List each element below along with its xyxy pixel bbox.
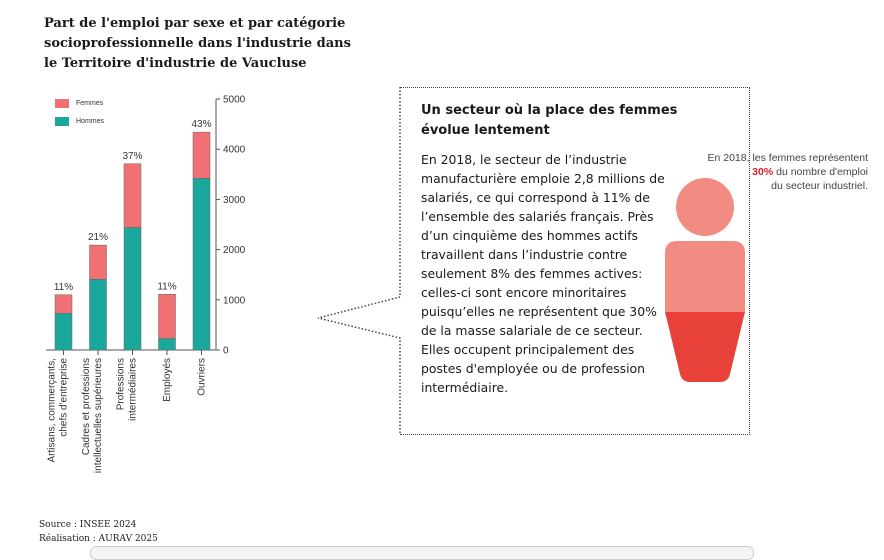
source: [39, 518, 158, 546]
data-label: 11%: [53, 281, 74, 293]
bubble-title: Un secteur où la place des femmes évolue lentement: [421, 103, 678, 138]
y-tick-label: 5000: [223, 94, 246, 106]
stat-line-2-text: du nombre d'emploi: [773, 166, 868, 178]
x-tick-label: intellectuelles supérieures: [93, 358, 104, 474]
stat-line-2: [660, 165, 868, 179]
y-tick-label: 1000: [223, 295, 246, 307]
x-tick-label: Professions: [115, 358, 127, 411]
y-tick-label: 2000: [223, 245, 246, 257]
source-line: Source : INSEE 2024: [39, 520, 137, 530]
y-tick-label: 4000: [223, 144, 246, 156]
legend-label-hommes: Hommes: [76, 117, 105, 125]
y-tick-label: 0: [223, 345, 229, 357]
x-tick-label: Employés: [162, 358, 173, 402]
data-label: 11%: [157, 281, 177, 293]
stat-caption: [660, 151, 868, 193]
stat-line-1: En 2018, les femmes représentent: [707, 152, 868, 164]
x-tick-label: Artisans, commerçants,: [46, 358, 58, 463]
data-label: 37%: [122, 150, 143, 162]
x-tick-label: intermédiaires: [127, 358, 139, 421]
x-tick-label: Cadres et professions: [81, 358, 92, 456]
stat-line-3: du secteur industriel.: [771, 180, 868, 192]
horizontal-scrollbar[interactable]: [90, 546, 754, 560]
x-tick-label: Ouvriers: [196, 358, 208, 396]
stat-percent: 30%: [752, 166, 774, 178]
y-tick-label: 3000: [223, 194, 246, 206]
data-label: 21%: [87, 232, 109, 244]
data-label: 43%: [191, 119, 212, 131]
credit-line: Réalisation : AURAV 2025: [39, 534, 158, 544]
x-tick-label: chefs d'entreprise: [58, 358, 70, 437]
chart-title: Part de l'emploi par sexe et par catégorie socioprofessionnelle dans l'industrie dans le Territoire d'industrie de Vaucluse: [44, 16, 351, 71]
legend-label-femmes: Femmes: [76, 99, 104, 107]
bubble-text: En 2018, le secteur de l’industrie manufacturière emploie 2,8 millions de salariés, ce qui correspond à 11% de l’ensemble des salariés français. Près d’un cinquième des hommes actifs travaillent dans l’industrie contre seulement 8% des femmes actives: celles-ci sont encore minoritaires puisqu’elles ne représentent que 30% de la masse salariale de ce secteur. Elles occupent principalement des postes d'employée ou de profession intermédiaire.: [421, 152, 665, 395]
